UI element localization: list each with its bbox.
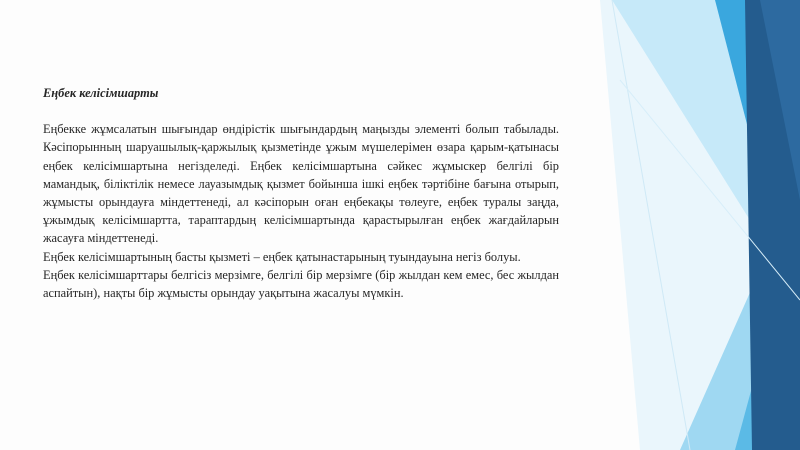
paragraph-1: Еңбекке жұмсалатын шығындар өндірістік шығындардың маңызды элементі болып табылады. Кәсіпорынның шаруашылық-қаржылық қызметінде ұжым мүшелерімен өзара қарым-қатынасы еңбек келісімшартына негізделеді. Еңбек келісімшартына сәйкес жұмыскер белгілі бір мамандық, біліктілік немесе лауазымдық қызмет бойынша ішкі еңбек тәртібіне бағына отырып, жұмысты орындауға міндеттенеді, ал кәсіпорын оған еңбекақы төлеуге, еңбек туралы заңда, ұжымдық келісімшартта, тараптардың келісімшартында қарастырылған еңбек жағдайларын жасауға міндеттенеді. [43,122,559,246]
paragraph-3: Еңбек келісімшарттары белгісіз мерзімге, белгілі бір мерзімге (бір жылдан кем емес, бес жылдан аспайтын), нақты бір жұмысты орындау уақытына жасалуы мүмкін. [43,267,559,301]
paragraph-2: Еңбек келісімшартының басты қызметі – еңбек қатынастарының туындауына негіз болуы. [43,249,521,264]
slide-title: Еңбек келісімшарты [43,86,159,100]
slide-content [43,84,559,302]
